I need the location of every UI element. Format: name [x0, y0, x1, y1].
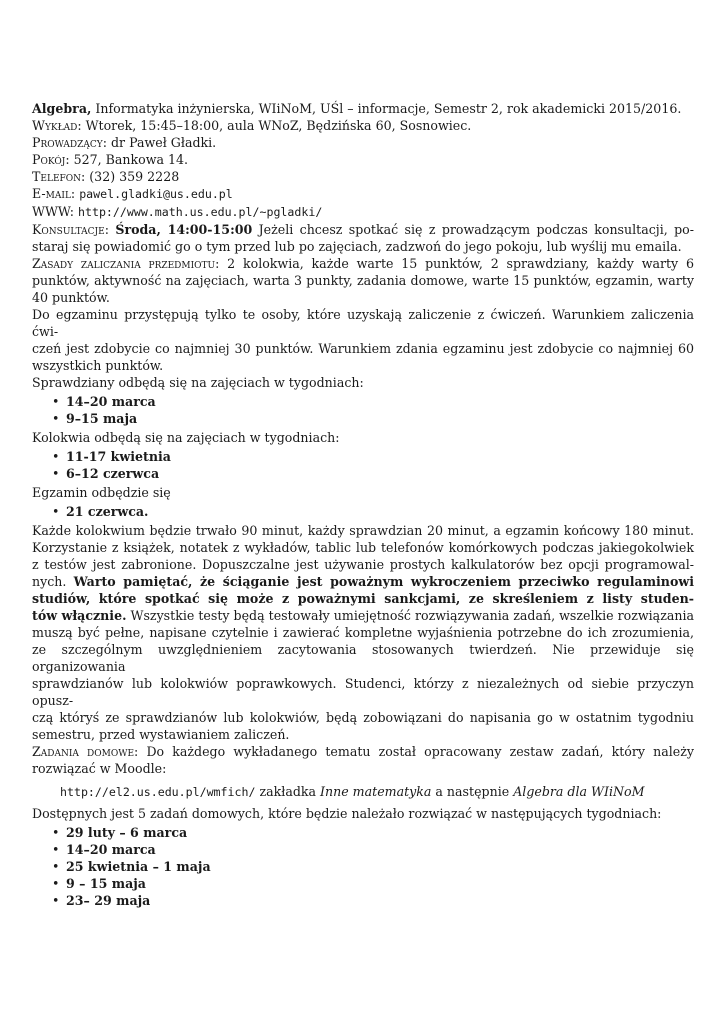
list-item: • 14–20 marca: [66, 841, 694, 858]
tests-intro: Kolokwia odbędą się na zajęciach w tygodniach:: [32, 430, 340, 445]
rules-line-8: ze szczególnym uwzględnieniem zacytowania stosowanych twierdzeń. Nie przewiduje się organizowania: [32, 642, 694, 674]
exam-list: [32, 503, 694, 520]
list-item: • 9–15 maja: [66, 410, 694, 427]
list-item: • 9 – 15 maja: [66, 875, 694, 892]
quizzes-list: [32, 393, 694, 427]
rules-line-9: sprawdzianów lub kolokwiów poprawkowych. Studenci, którzy z niezależnych od siebie przyczyn opusz-: [32, 676, 694, 708]
exam-info-line-3: wszystkich punktów.: [32, 358, 164, 373]
grading-line-1: Zasady zaliczania przedmiotu: 2 kolokwia, każde warte 15 punktów, 2 sprawdziany, każdy warty 6: [32, 256, 694, 271]
phone-info: Telefon: (32) 359 2228: [32, 169, 180, 184]
rules-line-4: nych. Warto pamiętać, że ściąganie jest poważnym wykroczeniem przeciwko regulaminowi: [32, 574, 694, 589]
www-info: WWW: http://www.math.us.edu.pl/~pgladki/: [32, 204, 323, 219]
rules-line-1: Każde kolokwium będzie trwało 90 minut, każdy sprawdzian 20 minut, a egzamin końcowy 180 minut.: [32, 523, 694, 538]
moodle-link[interactable]: http://el2.us.edu.pl/wmfich/: [60, 785, 256, 799]
rules-line-10: czą któryś ze sprawdzianów lub kolokwiów, będą zobowiązani do napisania go w ostatnim tygodniu: [32, 710, 694, 725]
list-item: • 6–12 czerwca: [66, 465, 694, 482]
homework-line-2: rozwiązać w Moodle:: [32, 761, 167, 776]
consultation-line-1: Konsultacje: Środa, 14:00-15:00 Jeżeli chcesz spotkać się z prowadzącym podczas konsultacji, po-: [32, 222, 694, 237]
rules-line-11: semestru, przed wystawianiem zaliczeń.: [32, 727, 290, 742]
list-item: • 11-17 kwietnia: [66, 448, 694, 465]
lecturer-info: Prowadzący: dr Paweł Gładki.: [32, 135, 217, 150]
homework-list: [32, 824, 694, 909]
exam-intro: Egzamin odbędzie się: [32, 485, 171, 500]
lecture-info: Wykład: Wtorek, 15:45–18:00, aula WNoZ, Będzińska 60, Sosnowiec.: [32, 118, 472, 133]
course-header: Algebra, Informatyka inżynierska, WIiNoM, UŚl – informacje, Semestr 2, rok akademicki 2015/2016.: [32, 101, 682, 116]
list-item: • 29 luty – 6 marca: [66, 824, 694, 841]
consultation-line-2: staraj się powiadomić go o tym przed lub po zajęciach, zadzwoń do jego pokoju, lub wyślij mu emaila.: [32, 239, 682, 254]
rules-line-2: Korzystanie z książek, notatek z wykładów, tablic lub telefonów komórkowych podczas jakiegokolwiek: [32, 540, 694, 555]
rules-line-3: z testów jest zabronione. Dopuszczalne jest używanie prostych kalkulatorów bez opcji programowal-: [32, 557, 694, 572]
grading-line-3: 40 punktów.: [32, 290, 110, 305]
homework-line-1: Zadania domowe: Do każdego wykładanego tematu został opracowany zestaw zadań, który należy: [32, 744, 694, 759]
room-info: Pokój: 527, Bankowa 14.: [32, 152, 189, 167]
email-link[interactable]: pawel.gladki@us.edu.pl: [79, 187, 233, 201]
moodle-location: http://el2.us.edu.pl/wmfich/ zakładka Inne matematyka a następnie Algebra dla WIiNoM: [60, 784, 645, 799]
list-item: • 21 czerwca.: [66, 503, 694, 520]
tests-list: [32, 448, 694, 482]
list-item: • 25 kwietnia – 1 maja: [66, 858, 694, 875]
email-info: E-mail: pawel.gladki@us.edu.pl: [32, 186, 233, 201]
rules-line-7: muszą być pełne, napisane czytelnie i zawierać kompletne wyjaśnienia potrzebne do ich zrozumienia,: [32, 625, 694, 640]
rules-line-5: studiów, które spotkać się może z poważnymi sankcjami, ze skreśleniem z listy studen-: [32, 591, 694, 606]
list-item: • 14–20 marca: [66, 393, 694, 410]
exam-info-line-2: czeń jest zdobycie co najmniej 30 punktów. Warunkiem zdania egzaminu jest zdobycie co najmniej 60: [32, 341, 694, 356]
exam-info-line-1: Do egzaminu przystępują tylko te osoby, które uzyskają zaliczenie z ćwiczeń. Warunkiem zaliczenia ćwi-: [32, 307, 694, 339]
www-link[interactable]: http://www.math.us.edu.pl/~pgladki/: [78, 205, 323, 219]
document-page: [32, 100, 694, 911]
homework-intro: Dostępnych jest 5 zadań domowych, które będzie należało rozwiązać w następujących tygodniach:: [32, 806, 662, 821]
list-item: • 23– 29 maja: [66, 892, 694, 909]
quizzes-intro: Sprawdziany odbędą się na zajęciach w tygodniach:: [32, 375, 364, 390]
rules-line-6: tów włącznie. Wszystkie testy będą testowały umiejętność rozwiązywania zadań, wszelkie rozwiązania: [32, 608, 694, 623]
grading-line-2: punktów, aktywność na zajęciach, warta 3 punkty, zadania domowe, warte 15 punktów, egzamin, warty: [32, 273, 694, 288]
